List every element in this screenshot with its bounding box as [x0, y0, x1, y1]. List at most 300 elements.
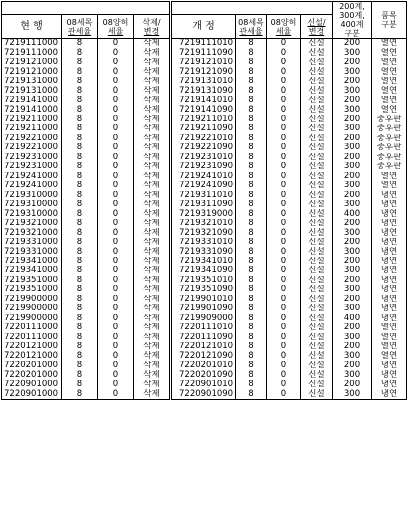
current-action-cell: 삭제	[134, 143, 171, 152]
tier-header: 200계, 300계, 400계 구분	[333, 2, 372, 39]
current-code-cell: 7219221000	[2, 134, 62, 143]
current-rate-cell: 8	[62, 143, 98, 152]
current-action-cell: 삭제	[134, 257, 171, 266]
current-concession-cell: 0	[98, 86, 134, 95]
current-action-cell: 삭제	[134, 219, 171, 228]
current-rate-cell: 8	[62, 276, 98, 285]
current-group-header	[2, 2, 171, 15]
tier-cell: 300	[333, 389, 372, 399]
current-code-cell: 7219131000	[2, 86, 62, 95]
current-rate-cell: 8	[62, 191, 98, 200]
current-concession-cell: 0	[98, 162, 134, 171]
current-concession-cell: 0	[98, 77, 134, 86]
table-row	[2, 200, 407, 209]
item-type-cell: 냉연	[372, 276, 407, 285]
revised-action-cell: 신설	[301, 342, 333, 351]
item-type-cell: 냉연	[372, 209, 407, 218]
current-rate-cell: 8	[62, 96, 98, 105]
tier-cell: 300	[333, 351, 372, 360]
item-type-cell: 열연	[372, 77, 407, 86]
current-code-cell: 7219900000	[2, 314, 62, 323]
current-action-cell: 삭제	[134, 342, 171, 351]
revised-action-cell: 신설	[301, 257, 333, 266]
revised-code-cell: 7219211090	[171, 124, 236, 133]
current-rate-cell: 8	[62, 209, 98, 218]
revised-concession-cell: 0	[267, 247, 301, 256]
revised-rate-cell: 8	[236, 295, 267, 304]
current-rate-cell: 8	[62, 380, 98, 389]
current-action-cell: 삭제	[134, 361, 171, 370]
tier-cell: 200	[333, 191, 372, 200]
current-action-cell: 삭제	[134, 314, 171, 323]
current-action-cell: 삭제	[134, 238, 171, 247]
revised-action-cell: 신설	[301, 96, 333, 105]
revised-concession-cell: 0	[267, 39, 301, 49]
current-code-cell: 7220111000	[2, 333, 62, 342]
current-action-cell: 삭제	[134, 228, 171, 237]
revised-action-cell: 신설	[301, 58, 333, 67]
current-concession-cell: 0	[98, 124, 134, 133]
revised-rate-cell: 8	[236, 134, 267, 143]
item-type-cell: 열연	[372, 333, 407, 342]
table-row	[2, 285, 407, 294]
revised-code-cell: 7220111010	[171, 323, 236, 332]
revised-rate-cell: 8	[236, 370, 267, 379]
revised-code-cell: 7219111010	[171, 39, 236, 49]
revised-concession-cell: 0	[267, 115, 301, 124]
revised-code-cell: 7219351090	[171, 285, 236, 294]
current-action-cell: 삭제	[134, 153, 171, 162]
tier-cell: 200	[333, 342, 372, 351]
revised-action-cell: 신설	[301, 323, 333, 332]
current-rate-cell: 8	[62, 323, 98, 332]
current-action-cell: 삭제	[134, 389, 171, 399]
revised-action-cell: 신설	[301, 143, 333, 152]
table-row	[2, 257, 407, 266]
current-concession-cell: 0	[98, 134, 134, 143]
tier-cell: 300	[333, 86, 372, 95]
item-type-cell: 열연	[372, 39, 407, 49]
current-action-cell: 삭제	[134, 77, 171, 86]
revised-code-cell: 7219331090	[171, 247, 236, 256]
item-type-cell: 냉연	[372, 370, 407, 379]
current-action-cell: 삭제	[134, 266, 171, 275]
table-row	[2, 276, 407, 285]
current-rate-cell: 8	[62, 162, 98, 171]
revised-concession-cell: 0	[267, 370, 301, 379]
table-row	[2, 361, 407, 370]
tier-cell: 400	[333, 314, 372, 323]
revised-rate-cell: 8	[236, 238, 267, 247]
tier-cell: 300	[333, 162, 372, 171]
revised-code-cell: 7219319000	[171, 209, 236, 218]
revised-concession-cell: 0	[267, 143, 301, 152]
current-concession-cell: 0	[98, 39, 134, 49]
revised-rate-cell: 8	[236, 285, 267, 294]
current-code-cell: 7219321000	[2, 228, 62, 237]
revised-action-cell: 신설	[301, 266, 333, 275]
current-rate-cell: 8	[62, 105, 98, 114]
tier-cell: 200	[333, 295, 372, 304]
tier-cell: 300	[333, 247, 372, 256]
revised-concession-cell: 0	[267, 285, 301, 294]
item-type-cell: 열연	[372, 351, 407, 360]
revised-action-cell: 신설	[301, 105, 333, 114]
current-concession-cell: 0	[98, 238, 134, 247]
current-action-cell: 삭제	[134, 172, 171, 181]
revised-code-cell: 7219311010	[171, 191, 236, 200]
item-type-cell: 열연	[372, 342, 407, 351]
current-code-cell: 7220901000	[2, 389, 62, 399]
tier-cell: 400	[333, 209, 372, 218]
current-code-cell: 7219121000	[2, 67, 62, 76]
revised-rate-cell: 8	[236, 228, 267, 237]
item-type-cell: 열연	[372, 48, 407, 57]
revised-code-cell: 7219221010	[171, 134, 236, 143]
current-code-cell: 7219241000	[2, 181, 62, 190]
revised-rate-cell: 8	[236, 219, 267, 228]
revised-rate-cell: 8	[236, 67, 267, 76]
revised-concession-cell: 0	[267, 172, 301, 181]
current-code-cell: 7219141000	[2, 96, 62, 105]
tier-cell: 300	[333, 285, 372, 294]
current-code-cell: 7219141000	[2, 105, 62, 114]
current-rate-cell: 8	[62, 370, 98, 379]
revised-action-cell: 신설	[301, 181, 333, 190]
revised-action-cell: 신설	[301, 276, 333, 285]
current-rate-cell: 8	[62, 86, 98, 95]
current-concession-cell: 0	[98, 200, 134, 209]
revised-action-cell: 신설	[301, 304, 333, 313]
revised-action-cell: 신설	[301, 48, 333, 57]
revised-action-cell: 신설	[301, 134, 333, 143]
revised-action-cell: 신설	[301, 238, 333, 247]
current-code-cell: 7219331000	[2, 238, 62, 247]
table-row	[2, 172, 407, 181]
revised-code-cell: 7219211010	[171, 115, 236, 124]
revised-rate-cell: 8	[236, 323, 267, 332]
item-type-cell: 중후판	[372, 115, 407, 124]
current-action-cell: 삭제	[134, 304, 171, 313]
revised-code-cell: 7219121010	[171, 58, 236, 67]
current-concession-cell: 0	[98, 58, 134, 67]
revised-code-cell: 7219221090	[171, 143, 236, 152]
revised-concession-cell: 0	[267, 323, 301, 332]
revised-concession-cell: 0	[267, 276, 301, 285]
revised-code-cell: 7220121010	[171, 342, 236, 351]
tier-cell: 300	[333, 228, 372, 237]
table-row	[2, 266, 407, 275]
current-action-cell: 삭제	[134, 162, 171, 171]
current-code-cell: 7219231000	[2, 162, 62, 171]
revised-code-cell: 7219331010	[171, 238, 236, 247]
revised-action-cell: 신설	[301, 361, 333, 370]
revised-concession-cell: 0	[267, 228, 301, 237]
revised-rate-cell: 8	[236, 124, 267, 133]
revised-concession-cell: 0	[267, 124, 301, 133]
item-type-cell: 냉연	[372, 238, 407, 247]
revised-rate-cell: 8	[236, 351, 267, 360]
revised-code-cell: 7219141010	[171, 96, 236, 105]
current-concession-cell: 0	[98, 67, 134, 76]
current-code-cell: 7219351000	[2, 276, 62, 285]
item-type-cell: 냉연	[372, 257, 407, 266]
current-code-cell: 7220121000	[2, 342, 62, 351]
tier-cell: 200	[333, 361, 372, 370]
tier-cell: 300	[333, 304, 372, 313]
revised-rate-cell: 8	[236, 105, 267, 114]
revised-concession-cell: 0	[267, 105, 301, 114]
current-code-cell: 7219341000	[2, 266, 62, 275]
revised-rate-cell: 8	[236, 361, 267, 370]
revised-concession-cell: 0	[267, 351, 301, 360]
revised-code-header: 개 정	[171, 15, 236, 39]
revised-code-cell: 7220121090	[171, 351, 236, 360]
current-action-cell: 삭제	[134, 124, 171, 133]
revised-action-cell: 신설	[301, 389, 333, 399]
revised-concession-cell: 0	[267, 219, 301, 228]
revised-rate-cell: 8	[236, 389, 267, 399]
current-action-cell: 삭제	[134, 67, 171, 76]
current-rate-cell: 8	[62, 304, 98, 313]
revised-rate-cell: 8	[236, 304, 267, 313]
tariff-change-table	[1, 1, 407, 400]
revised-code-cell: 7219241010	[171, 172, 236, 181]
table-row	[2, 191, 407, 200]
revised-rate-cell: 8	[236, 86, 267, 95]
tier-cell: 200	[333, 58, 372, 67]
revised-code-cell: 7219131090	[171, 86, 236, 95]
revised-rate-cell: 8	[236, 191, 267, 200]
revised-action-cell: 신설	[301, 351, 333, 360]
revised-action-cell: 신설	[301, 295, 333, 304]
revised-code-cell: 7220201010	[171, 361, 236, 370]
item-type-cell: 냉연	[372, 295, 407, 304]
revised-code-cell: 7219321090	[171, 228, 236, 237]
table-row	[2, 86, 407, 95]
table-row	[2, 39, 407, 49]
current-action-cell: 삭제	[134, 333, 171, 342]
current-rate-cell: 8	[62, 134, 98, 143]
revised-rate-cell: 8	[236, 162, 267, 171]
table-row	[2, 96, 407, 105]
tier-cell: 300	[333, 124, 372, 133]
revised-code-cell: 7219241090	[171, 181, 236, 190]
table-row	[2, 314, 407, 323]
revised-action-cell: 신설	[301, 219, 333, 228]
table-row	[2, 247, 407, 256]
revised-rate-cell: 8	[236, 58, 267, 67]
current-code-cell: 7219310000	[2, 200, 62, 209]
current-rate-cell: 8	[62, 115, 98, 124]
tier-cell: 200	[333, 115, 372, 124]
current-concession-cell: 0	[98, 48, 134, 57]
item-type-cell: 냉연	[372, 285, 407, 294]
current-concession-cell: 0	[98, 285, 134, 294]
item-type-cell: 냉연	[372, 361, 407, 370]
table-row	[2, 351, 407, 360]
tier-cell: 200	[333, 134, 372, 143]
current-code-cell: 7219221000	[2, 143, 62, 152]
item-type-cell: 열연	[372, 323, 407, 332]
current-rate-cell: 8	[62, 67, 98, 76]
table-row	[2, 124, 407, 133]
current-concession-cell: 0	[98, 247, 134, 256]
current-code-cell: 7220121000	[2, 351, 62, 360]
table-row	[2, 209, 407, 218]
revised-code-cell: 7220201090	[171, 370, 236, 379]
current-concession-cell: 0	[98, 333, 134, 342]
current-rate-cell: 8	[62, 172, 98, 181]
current-rate-cell: 8	[62, 257, 98, 266]
revised-rate-cell: 8	[236, 143, 267, 152]
revised-code-cell: 7219351010	[171, 276, 236, 285]
revised-rate-cell: 8	[236, 39, 267, 49]
revised-code-cell: 7219909000	[171, 314, 236, 323]
revised-concession-cell: 0	[267, 389, 301, 399]
table-row	[2, 105, 407, 114]
table-row	[2, 323, 407, 332]
current-code-cell: 7219231000	[2, 153, 62, 162]
tier-cell: 200	[333, 257, 372, 266]
current-action-cell: 삭제	[134, 48, 171, 57]
revised-rate-cell: 8	[236, 266, 267, 275]
revised-action-cell: 신설	[301, 86, 333, 95]
revised-action-cell: 신설	[301, 124, 333, 133]
current-concession-cell: 0	[98, 219, 134, 228]
table-row	[2, 228, 407, 237]
revised-concession-cell: 0	[267, 153, 301, 162]
item-type-cell: 냉연	[372, 380, 407, 389]
current-rate-cell: 8	[62, 181, 98, 190]
item-type-cell: 냉연	[372, 228, 407, 237]
current-action-cell: 삭제	[134, 323, 171, 332]
table-row	[2, 304, 407, 313]
item-type-cell: 열연	[372, 181, 407, 190]
current-code-cell: 7219121000	[2, 58, 62, 67]
item-type-cell: 열연	[372, 105, 407, 114]
revised-action-cell: 신설	[301, 115, 333, 124]
item-type-cell: 냉연	[372, 314, 407, 323]
table-row	[2, 153, 407, 162]
current-rate-cell: 8	[62, 153, 98, 162]
tier-cell: 200	[333, 276, 372, 285]
revised-rate-cell: 8	[236, 257, 267, 266]
current-concession-cell: 0	[98, 380, 134, 389]
item-type-cell: 냉연	[372, 200, 407, 209]
current-action-cell: 삭제	[134, 191, 171, 200]
revised-rate-cell: 8	[236, 314, 267, 323]
current-action-cell: 삭제	[134, 351, 171, 360]
table-row	[2, 333, 407, 342]
item-type-cell: 냉연	[372, 247, 407, 256]
current-rate-cell: 8	[62, 58, 98, 67]
item-type-cell: 열연	[372, 86, 407, 95]
tier-cell: 200	[333, 380, 372, 389]
table-body	[2, 39, 407, 400]
revised-rate-cell: 8	[236, 380, 267, 389]
table-row	[2, 134, 407, 143]
revised-rate-cell: 8	[236, 276, 267, 285]
current-concession-cell: 0	[98, 181, 134, 190]
tier-cell: 200	[333, 96, 372, 105]
item-type-cell: 냉연	[372, 266, 407, 275]
current-code-cell: 7220201000	[2, 361, 62, 370]
current-rate-cell: 8	[62, 295, 98, 304]
revised-action-cell: 신설	[301, 314, 333, 323]
item-type-cell: 중후판	[372, 162, 407, 171]
revised-concession-cell: 0	[267, 67, 301, 76]
tier-cell: 300	[333, 200, 372, 209]
revised-code-cell: 7219341090	[171, 266, 236, 275]
current-action-cell: 삭제	[134, 115, 171, 124]
current-code-cell: 7219331000	[2, 247, 62, 256]
revised-concession-cell: 0	[267, 209, 301, 218]
item-type-cell: 냉연	[372, 304, 407, 313]
revised-action-cell: 신설	[301, 209, 333, 218]
current-code-cell: 7219900000	[2, 295, 62, 304]
current-concession-cell: 0	[98, 172, 134, 181]
revised-action-header: 신설/ 변경	[301, 15, 333, 39]
revised-code-cell: 7219311090	[171, 200, 236, 209]
revised-action-cell: 신설	[301, 200, 333, 209]
item-type-header: 품목 구분	[372, 2, 407, 39]
current-rate-cell: 8	[62, 351, 98, 360]
current-code-cell: 7219211000	[2, 115, 62, 124]
current-code-cell: 7219111000	[2, 39, 62, 49]
current-concession-cell: 0	[98, 361, 134, 370]
tier-cell: 300	[333, 333, 372, 342]
revised-concession-cell: 0	[267, 77, 301, 86]
tier-cell: 300	[333, 370, 372, 379]
current-concession-cell: 0	[98, 370, 134, 379]
current-concession-cell: 0	[98, 389, 134, 399]
current-rate-cell: 8	[62, 48, 98, 57]
revised-concession-cell: 0	[267, 314, 301, 323]
current-code-cell: 7219310000	[2, 209, 62, 218]
revised-rate-cell: 8	[236, 153, 267, 162]
revised-concession-cell: 0	[267, 266, 301, 275]
item-type-cell: 중후판	[372, 153, 407, 162]
table-row	[2, 143, 407, 152]
current-rate-cell: 8	[62, 39, 98, 49]
current-rate-cell: 8	[62, 333, 98, 342]
revised-concession-cell: 0	[267, 191, 301, 200]
revised-action-cell: 신설	[301, 285, 333, 294]
revised-action-cell: 신설	[301, 228, 333, 237]
current-code-cell: 7219321000	[2, 219, 62, 228]
revised-rate-cell: 8	[236, 333, 267, 342]
current-action-cell: 삭제	[134, 105, 171, 114]
tier-cell: 200	[333, 219, 372, 228]
current-concession-cell: 0	[98, 209, 134, 218]
table-row	[2, 342, 407, 351]
revised-concession-cell: 0	[267, 342, 301, 351]
current-rate-cell: 8	[62, 238, 98, 247]
revised-concession-header: 08양허 세율	[267, 15, 301, 39]
item-type-cell: 냉연	[372, 191, 407, 200]
current-action-cell: 삭제	[134, 285, 171, 294]
revised-action-cell: 신설	[301, 39, 333, 49]
current-concession-cell: 0	[98, 105, 134, 114]
item-type-cell: 열연	[372, 96, 407, 105]
current-code-cell: 7219310000	[2, 191, 62, 200]
table-row	[2, 181, 407, 190]
revised-action-cell: 신설	[301, 67, 333, 76]
table-row	[2, 58, 407, 67]
current-action-cell: 삭제	[134, 276, 171, 285]
revised-action-cell: 신설	[301, 191, 333, 200]
